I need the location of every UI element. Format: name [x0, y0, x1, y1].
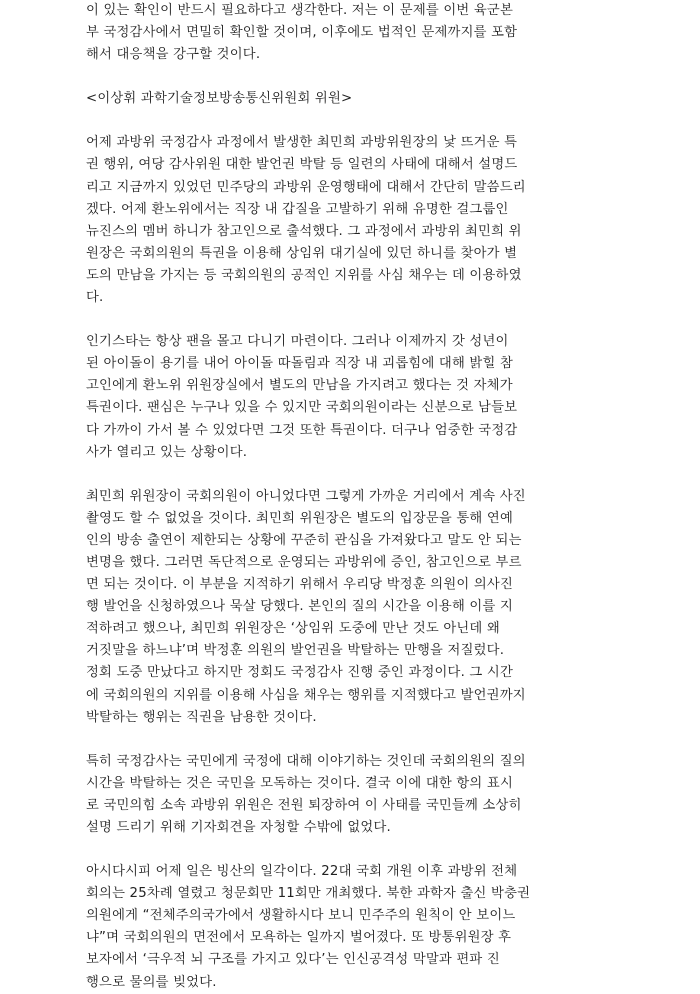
paragraph-gap: [86, 309, 621, 331]
paragraph-gap: [86, 110, 621, 132]
paragraph-gap: [86, 729, 621, 751]
paragraph-privilege: 인기스타는 항상 팬을 몰고 다니기 마련이다. 그러나 이제까지 갓 성년이 된 아이돌이 용기를 내어 아이돌 따돌림과 직장 내 괴롭힘에 대해 밝힐 참 고인에게 환노위 위원장실에서 별도의 만남을 가지려고 했다는 것 자체가 특권이다. 팬심은 누구나 있을 수 있지만 국회의원이라는 신분으로 남들보 다 가까이 가서 볼 수 있었다면 그것 또한 특권이다. 더구나 엄중한 국정감 사가 열리고 있는 상황이다.: [86, 334, 518, 460]
paragraph-audit-protest: 특히 국정감사는 국민에게 국정에 대해 이야기하는 것인데 국회의원의 질의 시간을 박탈하는 것은 국민을 모독하는 것이다. 결국 이에 대한 항의 표시 로 국민의힘 소속 과방위 위원은 전원 퇴장하여 이 사태를 국민들께 소상히 설명 드리기 위해 기자회견을 자청할 수밖에 없었다.: [86, 753, 526, 835]
paragraph-hearing-incident: 어제 과방위 국정감사 과정에서 발생한 최민희 과방위원장의 낯 뜨거운 특 권 행위, 여당 감사위원 대한 발언권 박탈 등 일련의 사태에 대해서 설명드 리고 지금까지 있었던 민주당의 과방위 운영행태에 대해서 간단히 말씀드리 겠다. 어제 환노위에서는 직장 내 갑질을 고발하기 위해 유명한 걸그룹인 뉴진스의 멤버 하니가 참고인으로 출석했다. 그 과정에서 과방위 최민희 위 원장은 국회의원의 특권을 이용해 상임위 대기실에 있던 하니를 찾아가 별 도의 만남을 가지는 등 국회의원의 공적인 지위를 사심 채우는 데 이용하였 다.: [86, 135, 526, 306]
document-body: [86, 0, 621, 994]
paragraph-gap: [86, 66, 621, 88]
paragraph-gap: [86, 464, 621, 486]
paragraph-gap: [86, 839, 621, 861]
paragraph-tip-of-iceberg: 아시다시피 어제 일은 빙산의 일각이다. 22대 국회 개원 이후 과방위 전체 회의는 25차례 열렸고 청문회만 11회만 개최했다. 북한 과학자 출신 박충권 의원에게 “전체주의국가에서 생활하시다 보니 민주주의 원칙이 안 보이느 냐”며 국회의원의 면전에서 모욕하는 일까지 벌어졌다. 또 방통위원장 후 보자에서 ‘극우적 뇌 구조를 가지고 있다’는 인신공격성 막말과 편파 진 행으로 물의를 빚었다.: [86, 864, 531, 990]
speaker-heading: <이상휘 과학기술정보방송통신위원회 위원>: [86, 91, 353, 107]
paragraph-speaking-rights: 최민희 위원장이 국회의원이 아니었다면 그렇게 가까운 거리에서 계속 사진 촬영도 할 수 없었을 것이다. 최민희 위원장은 별도의 입장문을 통해 연예 인의 방송 출연이 제한되는 상황에 꾸준히 관심을 가져왔다고 말도 안 되는 변명을 했다. 그러면 독단적으로 운영되는 과방위에 증인, 참고인으로 부르 면 되는 것이다. 이 부분을 지적하기 위해서 우리당 박정훈 의원이 의사진 행 발언을 신청하였으나 묵살 당했다. 본인의 질의 시간을 이용해 이를 지 적하려고 했으나, 최민희 위원장은 ‘상임위 도중에 만난 것도 아닌데 왜 거짓말을 하느냐’며 박정훈 의원의 발언권을 박탈하는 만행을 저질렀다. 정회 도중 만났다고 하지만 정회도 국정감사 진행 중인 과정이다. 그 시간 에 국회의원의 지위를 이용해 사심을 채우는 행위를 지적했다고 발언권까지 박탈하는 행위는 직권을 남용한 것이다.: [86, 488, 526, 725]
paragraph-continued-intro: 이 있는 확인이 반드시 필요하다고 생각한다. 저는 이 문제를 이번 육군본 부 국정감사에서 면밀히 확인할 것이며, 이후에도 법적인 문제까지를 포함 해서 대응책을 강구할 것이다.: [86, 3, 518, 63]
